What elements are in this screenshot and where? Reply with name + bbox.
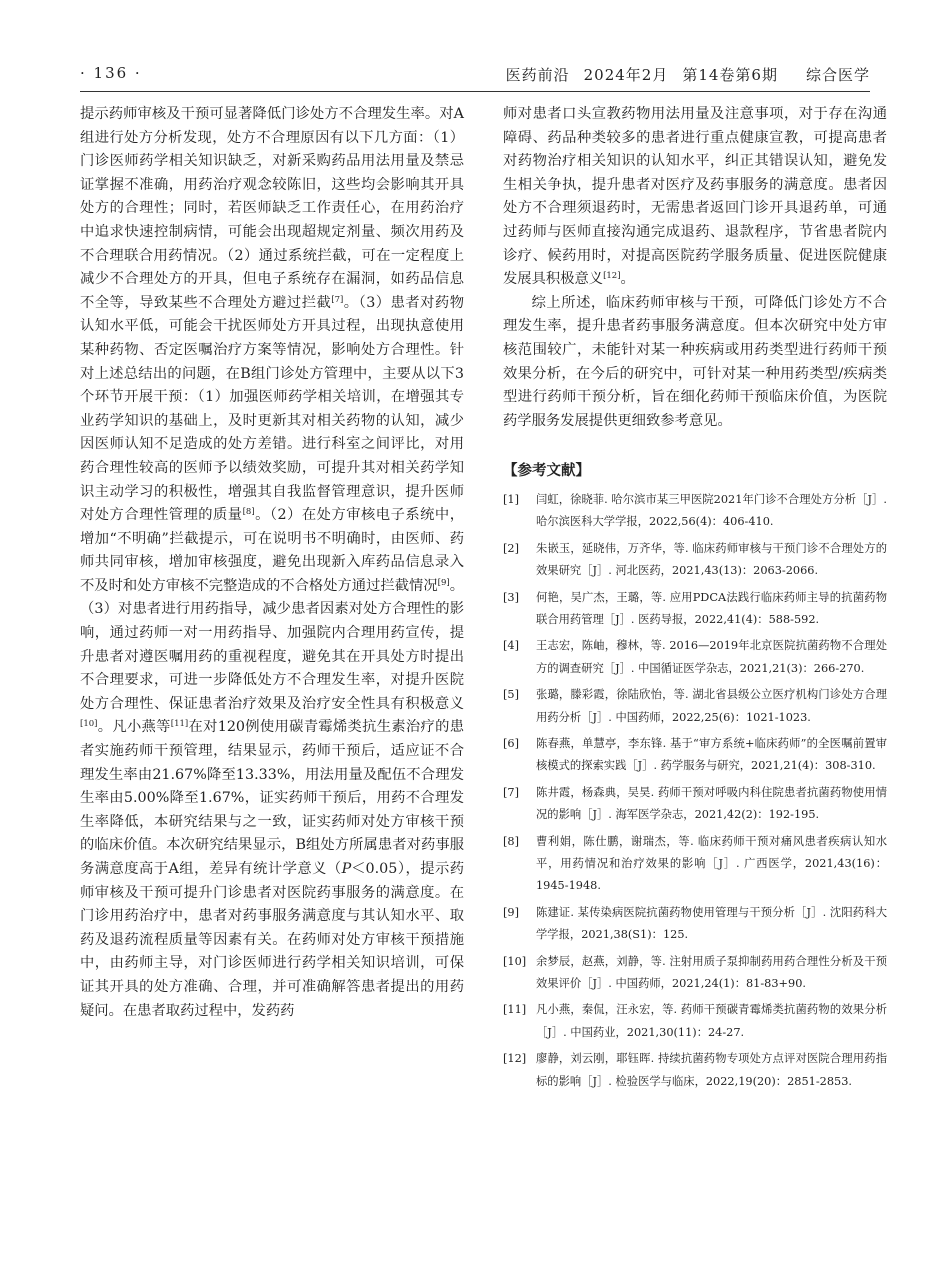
reference-text: 余梦辰，赵燕，刘静，等. 注射用质子泵抑制药用药合理性分析及干预效果评价［J］. 中国药师，2021,24(1)：81-83+90.	[536, 954, 887, 991]
reference-item	[503, 902, 887, 947]
citation: [8]	[242, 507, 255, 517]
reference-number: [6]	[503, 736, 520, 750]
reference-number: [11]	[503, 1003, 527, 1017]
reference-item	[503, 1048, 887, 1093]
text-run: 。（3）患者对药物认知水平低，可能会干扰医师处方开具过程，出现执意使用某种药物、否定医嘱治疗方案等情况，影响处方合理性。针对上述总结出的问题，在B组门诊处方管理中，主要从以下3个环节开展干预：（1）加强医师药学相关培训，在增强其专业药学知识的基础上，及时更新其对相关药物的认知，减少因医师认知不足造成的处方差错。进行科室之间评比，对用药合理性较高的医师予以绩效奖励，可提升其对相关药学知识主动学习的积极性，增强其自我监督管理意识，提升医师对处方合理性管理的质量	[80, 294, 465, 524]
reference-number: [9]	[503, 905, 520, 919]
reference-text: 凡小燕，秦侃，汪永宏，等. 药师干预碳青霉烯类抗菌药物的效果分析［J］. 中国药业，2021,30(11)：24-27.	[536, 1003, 887, 1039]
references-heading: 【参考文献】	[503, 462, 590, 480]
reference-number: [10]	[503, 954, 527, 968]
reference-text: 陈井霞，杨森典，吴昊. 药师干预对呼吸内科住院患者抗菌药物使用情况的影响［J］. 海军医学杂志，2021,42(2)：192-195.	[536, 785, 887, 822]
issue-date: 2024年2月	[583, 66, 669, 84]
body-paragraph	[80, 103, 464, 1023]
conclusion-paragraph: 综上所述，临床药师审核与干预，可降低门诊处方不合理发生率，提升患者药事服务满意度。但本次研究中处方审核范围较广，未能针对某一种疾病或用药类型进行药师干预效果分析，在今后的研究中，可针对某一种用药类型/疾病类型进行药师干预分析，旨在细化药师干预临床价值，为医院药学服务发展提供更细致参考意见。	[503, 294, 887, 429]
journal-header	[492, 64, 870, 85]
reference-item	[503, 782, 887, 827]
reference-number: [3]	[503, 590, 520, 604]
page-number: · 136 ·	[80, 64, 142, 82]
reference-text: 廖静，刘云刚，耶钰晖. 持续抗菌药物专项处方点评对医院合理用药指标的影响［J］. 检验医学与临床，2022,19(20)：2851-2853.	[536, 1052, 887, 1088]
reference-number: [2]	[503, 541, 520, 555]
reference-text: 陈春燕，单慧亭，李东锋. 基于“审方系统+临床药师”的全医嘱前置审核模式的探索实践［J］. 药学服务与研究，2021,21(4)：308-310.	[536, 736, 887, 773]
citation: [10]	[80, 719, 98, 730]
reference-text: 曹利娟，陈仕鹏，谢瑞杰，等. 临床药师干预对痛风患者疾病认知水平，用药情况和治疗效果的影响［J］. 广西医学，2021,43(16)：1945-1948.	[536, 834, 887, 893]
reference-text: 闫虹，徐晓菲. 哈尔滨市某三甲医院2021年门诊不合理处方分析［J］. 哈尔滨医科大学学报，2022,56(4)：406-410.	[536, 492, 887, 529]
citation: [7]	[331, 294, 344, 305]
journal-name: 医药前沿	[505, 66, 570, 84]
reference-item	[503, 489, 887, 534]
header-rule	[80, 91, 870, 92]
reference-item	[503, 587, 887, 632]
reference-item	[503, 538, 887, 583]
reference-item	[503, 684, 887, 729]
text-run: 。	[620, 271, 635, 288]
reference-text: 何艳，吴广杰，王璐，等. 应用PDCA法践行临床药师主导的抗菌药物联合用药管理［J］. 医药导报，2022,41(4)：588-592.	[536, 590, 887, 626]
reference-text: 张璐，滕彩霞，徐陆欣怡，等. 湖北省县级公立医疗机构门诊处方合理用药分析［J］. 中国药师，2022,25(6)：1021-1023.	[536, 688, 887, 724]
reference-text: 王志宏，陈岫，穆林，等. 2016—2019年北京医院抗菌药物不合理处方的调查研究［J］. 中国循证医学杂志，2021,21(3)：266-270.	[536, 639, 887, 675]
reference-item	[503, 831, 887, 898]
text-run: 。凡小燕等	[97, 719, 171, 736]
citation: [9]	[437, 577, 450, 588]
volume-issue: 第14卷第6期	[682, 66, 778, 84]
right-column	[503, 103, 887, 1097]
text-run: 在对120例使用碳青霉烯类抗生素治疗的患者实施药师干预管理，结果显示，药师干预后，适应证不合理发生率由21.67%降至13.33%，用法用量及配伍不合理发生率由5.00%降至1.67%，证实药师干预后，用药不合理发生率降低，本研究结果与之一致，证实药师对处方审核干预的临床价值。本次研究结果显示，B组处方所属患者对药事服务满意度高于A组，差异有统计学意义（	[80, 719, 465, 877]
left-column	[80, 103, 464, 1023]
reference-number: [1]	[503, 492, 520, 506]
reference-item	[503, 635, 887, 680]
citation: [11]	[170, 719, 189, 730]
reference-item	[503, 999, 887, 1044]
reference-number: [12]	[503, 1052, 527, 1066]
text-run: 师对患者口头宣教药物用法用量及注意事项，对于存在沟通障碍、药品种类较多的患者进行重点健康宣教，可提高患者对药物治疗相关知识的认知水平，纠正其错误认知，避免发生相关争执，提升患者对医疗及药事服务的满意度。患者因处方不合理须退药时，无需患者返回门诊开具退药单，可通过药师与医师直接沟通完成退药、退款程序，节省患者院内诊疗、候药用时，对提高医院药学服务质量、促进医院健康发展具积极意义	[503, 106, 887, 288]
reference-number: [7]	[503, 785, 520, 799]
text-run: ＜0.05），提示药师审核及干预可提升门诊患者对医院药事服务的满意度。在门诊用药治疗中，患者对药事服务满意度与其认知水平、取药及退药流程质量等因素有关。在药师对处方审核干预措施中，由药师主导，对门诊医师进行药学相关知识培训，可保证其开具的处方准确、合理，并可准确解答患者提出的用药疑问。在患者取药过程中，发药药	[80, 861, 465, 1019]
reference-text: 朱嵌玉，延晓伟，万齐华，等. 临床药师审核与干预门诊不合理处方的效果研究［J］. 河北医药，2021,43(13)：2063-2066.	[536, 541, 887, 578]
reference-text: 陈建证. 某传染病医院抗菌药物使用管理与干预分析［J］. 沈阳药科大学学报，2021,38(S1)：125.	[536, 905, 887, 942]
text-run: 提示药师审核及干预可显著降低门诊处方不合理发生率。对A组进行处方分析发现，处方不合理原因有以下几方面：（1）门诊医师药学相关知识缺乏，对新采购药品用法用量及禁忌证掌握不准确，用药治疗观念较陈旧，这些均会影响其开具处方的合理性；同时，若医师缺乏工作责任心，在用药治疗中追求快速控制病情，可能会出现超规定剂量、频次用药及不合理联合用药情况。（2）通过系统拦截，可在一定程度上减少不合理处方的开具，但电子系统存在漏洞，如药品信息不全等，导致某些不合理处方避过拦截	[80, 106, 464, 311]
reference-number: [8]	[503, 834, 520, 848]
text-run: 。（3）对患者进行用药指导，减少患者因素对处方合理性的影响，通过药师一对一用药指导、加强院内合理用药宣传，提升患者对遵医嘱用药的重视程度，避免其在开具处方时提出不合理要求，可进一步降低处方不合理发生率，对提升医院处方合理性、保证患者治疗效果及治疗安全性具有积极意义	[80, 577, 465, 712]
reference-item	[503, 951, 887, 996]
text-run: 。（2）在处方审核电子系统中，增加“不明确”拦截提示，可在说明书不明确时，由医师、药师共同审核，增加审核强度，避免出现新入库药品信息录入不及时和处方审核不完整造成的不合格处方通过拦截情况	[80, 507, 464, 594]
p-value-symbol: P	[341, 861, 352, 877]
body-paragraph	[503, 103, 887, 292]
reference-item	[503, 733, 887, 778]
reference-number: [4]	[503, 639, 520, 653]
section-name: 综合医学	[805, 66, 870, 84]
citation: [12]	[603, 271, 621, 282]
reference-list	[503, 489, 887, 1093]
reference-number: [5]	[503, 688, 520, 702]
